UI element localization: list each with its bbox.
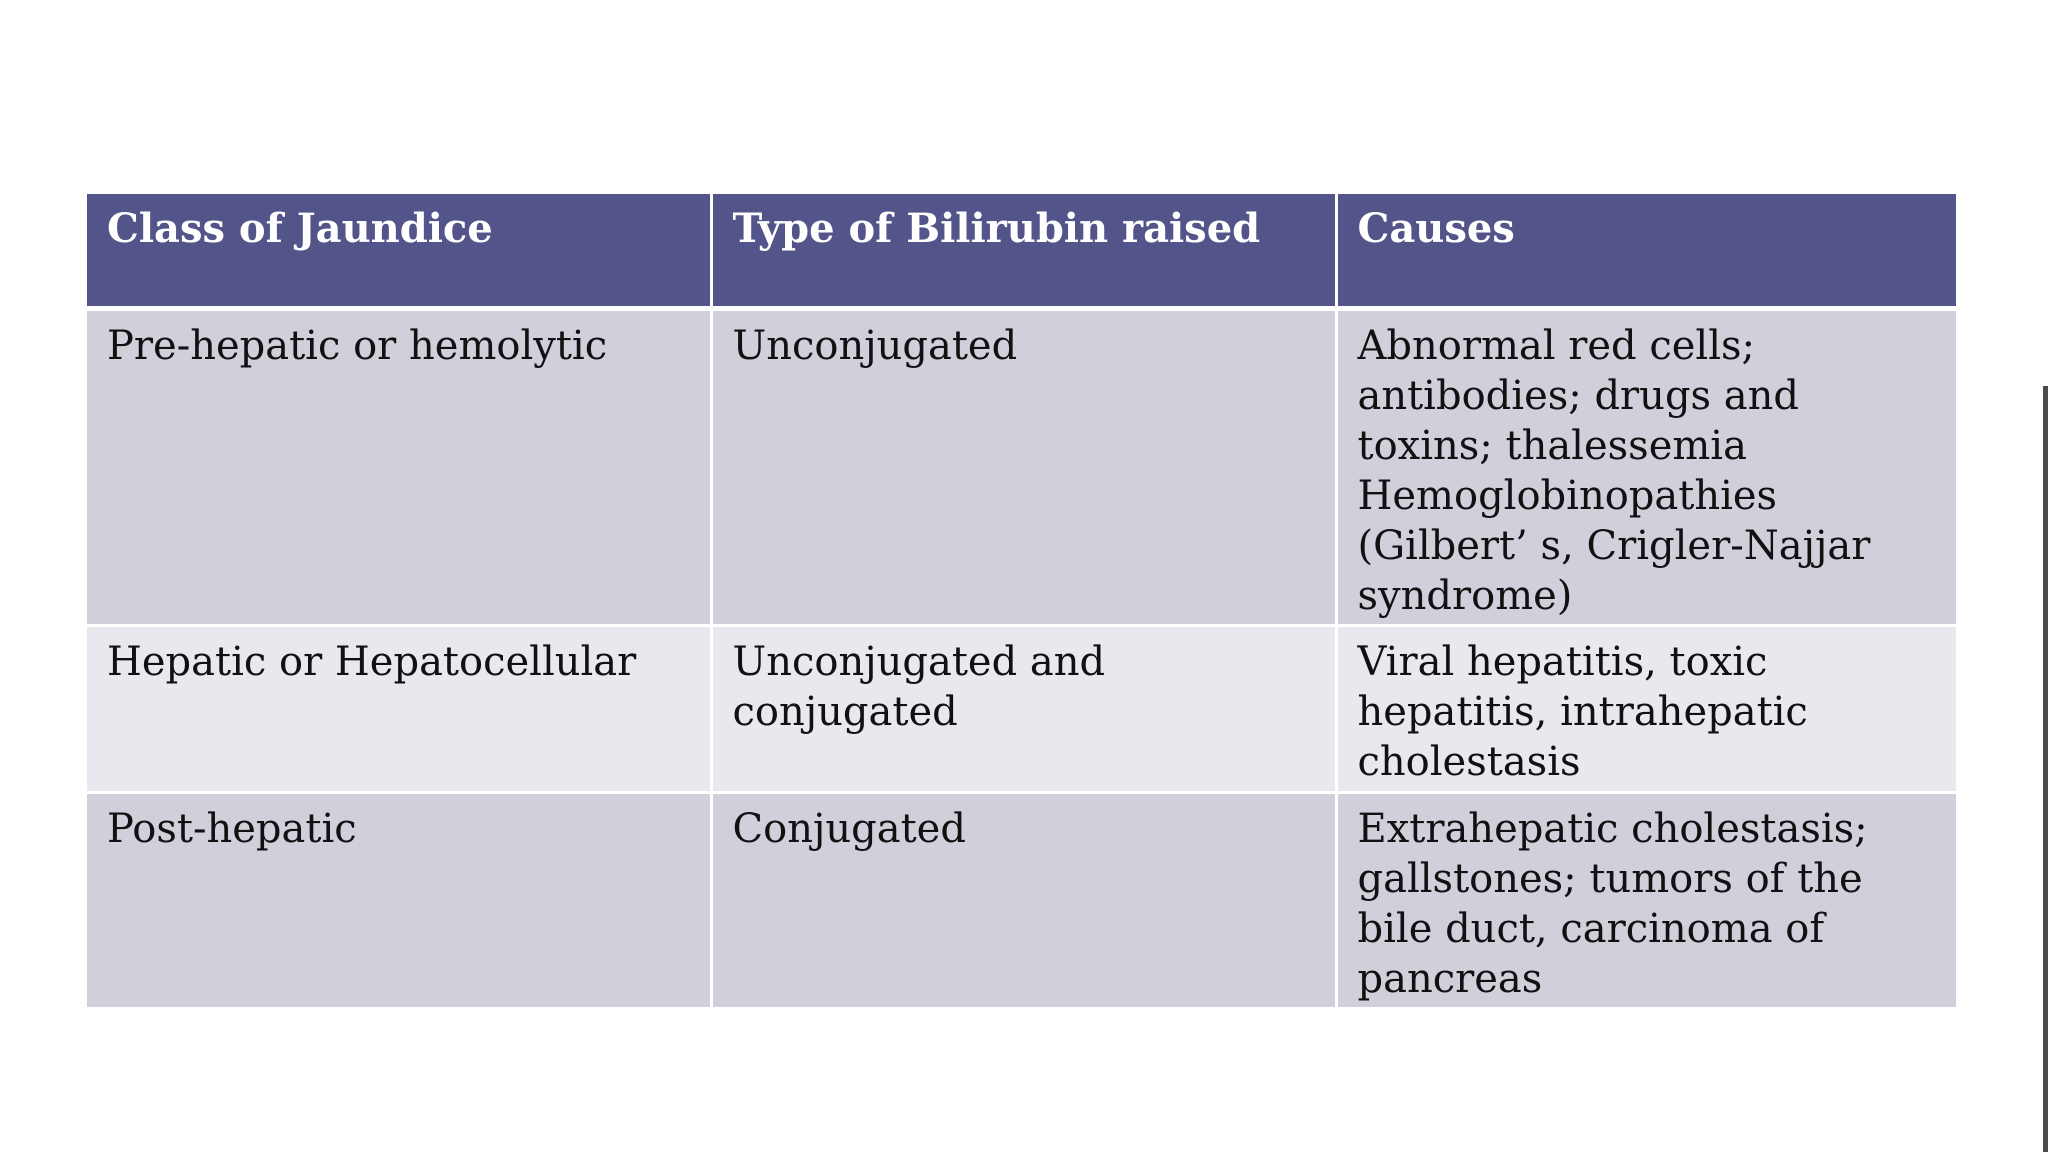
cell-causes: Abnormal red cells; antibodies; drugs and toxins; thalessemia Hemoglobinopathies (Gilbert’ s, Crigler-Najjar syndrome): [1336, 308, 1956, 625]
cell-causes: Extrahepatic cholestasis; gallstones; tumors of the bile duct, carcinoma of pancreas: [1336, 792, 1956, 1007]
cell-causes: Viral hepatitis, toxic hepatitis, intrahepatic cholestasis: [1336, 625, 1956, 792]
table-row: [87, 792, 1956, 1007]
header-type-of-bilirubin: Type of Bilirubin raised: [711, 194, 1336, 308]
cell-class: Post-hepatic: [87, 792, 711, 1007]
cell-class: Hepatic or Hepatocellular: [87, 625, 711, 792]
table-edge-shadow: [2043, 386, 2048, 1152]
table-row: [87, 308, 1956, 625]
cell-bilirubin: Conjugated: [711, 792, 1336, 1007]
header-causes: Causes: [1336, 194, 1956, 308]
cell-bilirubin: Unconjugated: [711, 308, 1336, 625]
jaundice-classification-table: [87, 194, 1956, 1007]
table-row: [87, 625, 1956, 792]
cell-class: Pre-hepatic or hemolytic: [87, 308, 711, 625]
header-class-of-jaundice: Class of Jaundice: [87, 194, 711, 308]
jaundice-table-container: [87, 194, 1966, 1014]
table-header-row: [87, 194, 1956, 308]
cell-bilirubin: Unconjugated and conjugated: [711, 625, 1336, 792]
